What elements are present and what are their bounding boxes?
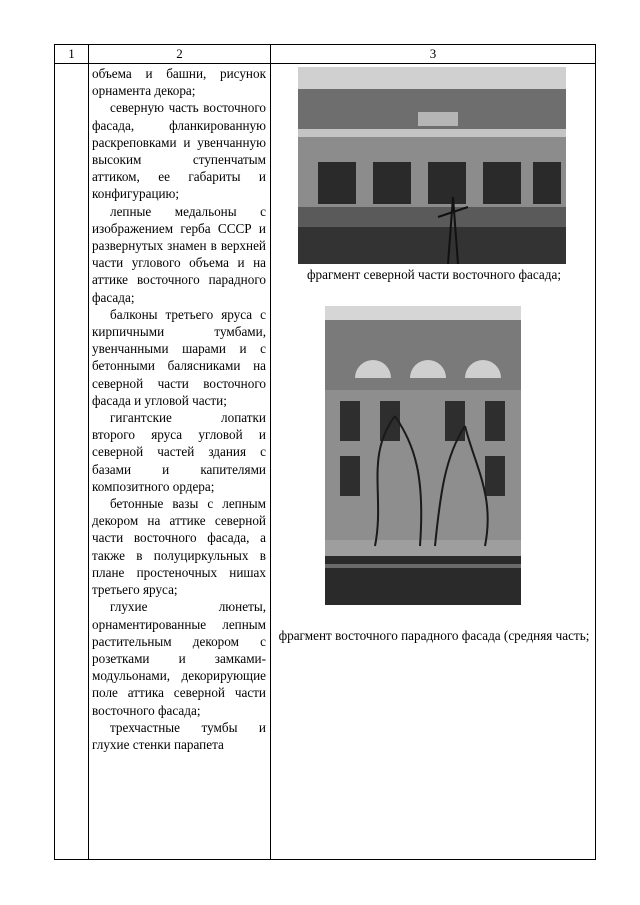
list-item: бетонные вазы с лепным декором на аттике северной части восточного фасада, а также в полуциркульных в плане простеночных нишах третьего яруса; [92,496,266,598]
table-border-left [54,44,55,860]
table-border-bottom [54,859,596,860]
table-divider-col1 [88,44,89,860]
header-col-2: 2 [176,46,183,61]
facade-north-photo-image [298,67,566,264]
facade-east-caption: фрагмент восточного парадного фасада (средняя часть; [278,628,590,643]
list-item: балконы третьего яруса с кирпичными тумбами, увенчанными шарами и с бетонными балясниками на северной части восточного фасада и угловой части; [92,306,266,408]
list-item: лепные медальоны с изображением герба СССР и развернутых знамен в верхней части углового объема и на аттике восточного парадного фасада; [92,203,266,305]
table-border-right [595,44,596,860]
list-item: гигантские лопатки второго яруса угловой и северной частей здания с базами и капителями композитного ордера; [92,410,266,494]
column-2-text [92,65,266,753]
table-divider-col2 [270,44,271,860]
header-col-1: 1 [68,46,75,61]
facade-north-caption: фрагмент северной части восточного фасада; [307,267,561,282]
facade-east-photo-image [325,306,521,605]
facade-east-photo [325,306,521,605]
header-col-3: 3 [429,46,437,61]
list-item: трехчастные тумбы и глухие стенки парапета [92,719,266,752]
list-item: северную часть восточного фасада, фланкированную раскреповками и увенчанную высоким ступенчатым аттиком, ее габариты и конфигурацию; [92,100,266,202]
list-item: глухие люнеты, орнаментированные лепным растительным декором с розетками и замками-модульонами, декорирующие поле аттика северной части восточного фасада; [92,599,266,718]
table-header-divider [54,63,596,64]
list-item: объема и башни, рисунок орнамента декора; [92,66,266,99]
facade-north-photo [298,67,566,264]
